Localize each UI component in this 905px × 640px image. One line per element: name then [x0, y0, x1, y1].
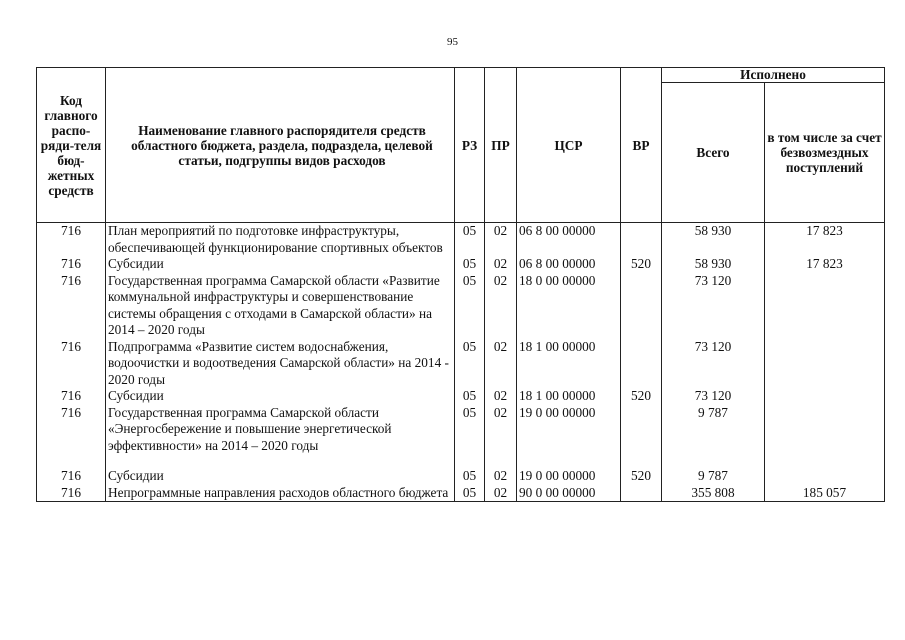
- cell-code: 716: [37, 405, 106, 455]
- cell-total: 73 120: [662, 273, 765, 339]
- table-row: [37, 405, 885, 455]
- header-csr: ЦСР: [517, 68, 621, 223]
- cell-vr: [621, 223, 662, 257]
- cell-code: 716: [37, 273, 106, 339]
- cell-vr: [621, 273, 662, 339]
- cell-vr: [621, 485, 662, 502]
- cell-free: 17 823: [765, 223, 885, 257]
- header-pr: ПР: [485, 68, 517, 223]
- cell-free: [765, 388, 885, 405]
- cell-code: 716: [37, 388, 106, 405]
- cell-free: 17 823: [765, 256, 885, 273]
- cell-vr: [621, 339, 662, 389]
- header-rz: РЗ: [455, 68, 485, 223]
- header-free: в том числе за счет безвозмездных поступлений: [765, 83, 885, 223]
- cell-rz: 05: [455, 273, 485, 339]
- cell-name: Государственная программа Самарской области «Энергосбережение и повышение энергетической эффективности» на 2014 – 2020 годы: [106, 405, 455, 455]
- page-number: 95: [447, 36, 458, 48]
- cell-free: [765, 405, 885, 455]
- cell-rz: 05: [455, 223, 485, 257]
- cell-code: 716: [37, 256, 106, 273]
- cell-pr: 02: [485, 405, 517, 455]
- cell-code: 716: [37, 223, 106, 257]
- cell-free: [765, 339, 885, 389]
- cell-code: 716: [37, 468, 106, 485]
- cell-vr: 520: [621, 468, 662, 485]
- cell-pr: 02: [485, 273, 517, 339]
- cell-pr: 02: [485, 256, 517, 273]
- cell-vr: [621, 405, 662, 455]
- cell-pr: 02: [485, 468, 517, 485]
- cell-total: 9 787: [662, 405, 765, 455]
- cell-name: Подпрограмма «Развитие систем водоснабжения, водоочистки и водоотведения Самарской области» на 2014 - 2020 годы: [106, 339, 455, 389]
- header-total: Всего: [662, 83, 765, 223]
- cell-rz: 05: [455, 468, 485, 485]
- cell-pr: 02: [485, 388, 517, 405]
- cell-rz: 05: [455, 405, 485, 455]
- cell-total: 58 930: [662, 223, 765, 257]
- cell-rz: 05: [455, 485, 485, 502]
- table-row: [37, 273, 885, 339]
- table-row: [37, 388, 885, 405]
- cell-total: 73 120: [662, 339, 765, 389]
- cell-total: 9 787: [662, 468, 765, 485]
- cell-csr: 19 0 00 00000: [517, 405, 621, 455]
- cell-vr: 520: [621, 388, 662, 405]
- cell-name: Субсидии: [106, 256, 455, 273]
- table-row: [37, 339, 885, 389]
- header-name: Наименование главного распорядителя средств областного бюджета, раздела, подраздела, целевой статьи, подгруппы видов расходов: [106, 68, 455, 223]
- cell-vr: 520: [621, 256, 662, 273]
- budget-execution-table: [36, 67, 885, 502]
- table-row: [37, 485, 885, 502]
- cell-total: 73 120: [662, 388, 765, 405]
- cell-name: Субсидии: [106, 388, 455, 405]
- table-row: [37, 223, 885, 257]
- cell-name: Субсидии: [106, 468, 455, 485]
- cell-free: [765, 468, 885, 485]
- spacer-row: [37, 454, 885, 468]
- cell-free: 185 057: [765, 485, 885, 502]
- header-row: [37, 68, 885, 83]
- cell-pr: 02: [485, 485, 517, 502]
- table-row: [37, 468, 885, 485]
- cell-total: 355 808: [662, 485, 765, 502]
- cell-rz: 05: [455, 388, 485, 405]
- cell-pr: 02: [485, 223, 517, 257]
- cell-csr: 06 8 00 00000: [517, 256, 621, 273]
- header-code: Код главного распо-ряди-теля бюд-жетных средств: [37, 68, 106, 223]
- cell-code: 716: [37, 339, 106, 389]
- cell-csr: 18 0 00 00000: [517, 273, 621, 339]
- cell-csr: 90 0 00 00000: [517, 485, 621, 502]
- cell-free: [765, 273, 885, 339]
- cell-csr: 19 0 00 00000: [517, 468, 621, 485]
- cell-rz: 05: [455, 256, 485, 273]
- cell-total: 58 930: [662, 256, 765, 273]
- cell-csr: 06 8 00 00000: [517, 223, 621, 257]
- cell-rz: 05: [455, 339, 485, 389]
- cell-name: План мероприятий по подготовке инфраструктуры, обеспечивающей функционирование спортивных объектов: [106, 223, 455, 257]
- cell-csr: 18 1 00 00000: [517, 388, 621, 405]
- cell-csr: 18 1 00 00000: [517, 339, 621, 389]
- table-row: [37, 256, 885, 273]
- header-executed: Исполнено: [662, 68, 885, 83]
- cell-name: Непрограммные направления расходов областного бюджета: [106, 485, 455, 502]
- header-vr: ВР: [621, 68, 662, 223]
- cell-pr: 02: [485, 339, 517, 389]
- cell-name: Государственная программа Самарской области «Развитие коммунальной инфраструктуры и совершенствование системы обращения с отходами в Самарской области» на 2014 – 2020 годы: [106, 273, 455, 339]
- cell-code: 716: [37, 485, 106, 502]
